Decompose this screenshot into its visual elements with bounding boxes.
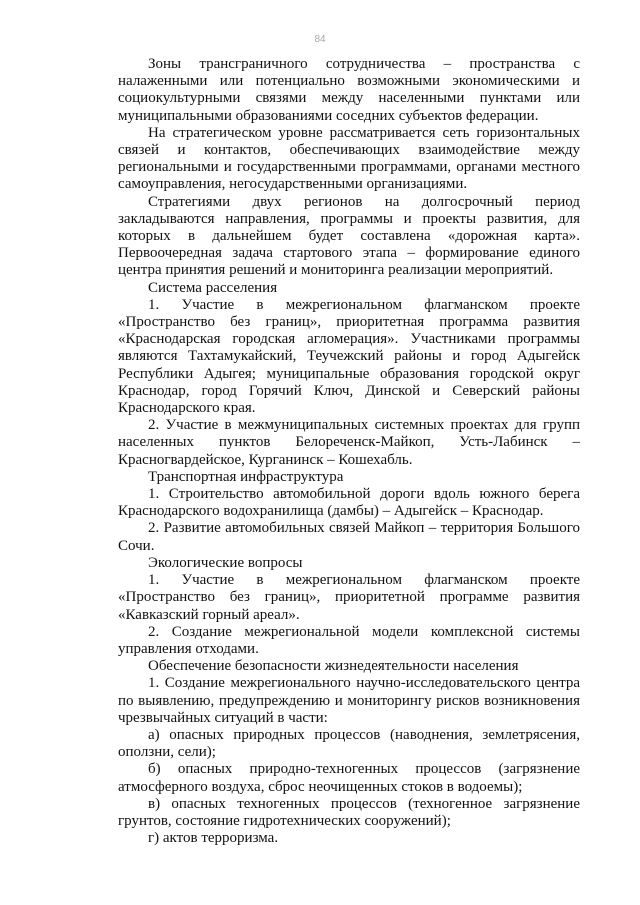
paragraph-strategic-level: На стратегическом уровне рассматривается сеть горизонтальных связей и контактов, обеспечивающих взаимодействие между региональными и государственными программами, органами местного самоуправления, негосударственными организациями. (118, 124, 580, 193)
paragraph-regional-strategies: Стратегиями двух регионов на долгосрочный период закладываются направления, программы и проекты развития, для которых в дальнейшем будет составлена «дорожная карта». Первоочередная задача стартового этапа – формирование единого центра принятия решений и мониторинга реализации мероприятий. (118, 193, 580, 279)
list-item-natural-processes: а) опасных природных процессов (наводнения, землетрясения, оползни, сели); (118, 726, 580, 761)
list-item-technogenic-processes: в) опасных техногенных процессов (техногенное загрязнение грунтов, состояние гидротехнических сооружений); (118, 795, 580, 829)
list-item-natural-technogenic-processes: б) опасных природно-техногенных процессов (загрязнение атмосферного воздуха, сброс неочищенных стоков в водоемы); (118, 761, 580, 795)
heading-settlement-system: Система расселения (148, 279, 278, 296)
paragraph-ecology-item-2: 2. Создание межрегиональной модели комплексной системы управления отходами. (118, 623, 580, 657)
paragraph-settlement-item-2: 2. Участие в межмуниципальных системных проектах для групп населенных пунктов Белореченск-Майкоп, Усть-Лабинск – Красногвардейское, Курганинск – Кошехабль. (118, 417, 580, 468)
paragraph-transport-item-1: 1. Строительство автомобильной дороги вдоль южного берега Краснодарского водохранилища (дамбы) – Адыгейск – Краснодар. (118, 486, 580, 520)
heading-life-safety: Обеспечение безопасности жизнедеятельности населения (148, 658, 519, 675)
paragraph-cross-border-zones: Зоны трансграничного сотрудничества – пространства с налаженными или потенциально возможными экономическими и социокультурными связями между населенными пунктами или муниципальными образованиями соседних субъектов федерации. (118, 56, 580, 124)
heading-ecological-issues: Экологические вопросы (148, 554, 303, 571)
paragraph-ecology-item-1: 1. Участие в межрегиональном флагманском проекте «Пространство без границ», приоритетной программе развития «Кавказский горный ареал». (118, 572, 580, 623)
paragraph-transport-item-2: 2. Развитие автомобильных связей Майкоп – территория Большого Сочи. (118, 520, 580, 554)
list-item-terrorism: г) актов терроризма. (148, 830, 279, 847)
heading-transport-infrastructure: Транспортная инфраструктура (148, 468, 344, 485)
page-number: 84 (314, 34, 326, 45)
document-body (118, 56, 580, 847)
paragraph-safety-item-1: 1. Создание межрегионального научно-исследовательского центра по выявлению, предупреждению и мониторингу рисков возникновения чрезвычайных ситуаций в части: (118, 675, 580, 726)
paragraph-settlement-item-1: 1. Участие в межрегиональном флагманском проекте «Пространство без границ», приоритетная программа развития «Краснодарская городская агломерация». Участниками программы являются Тахтамукайский, Теучежский районы и город Адыгейск Республики Адыгея; муниципальные образования городской округ Краснодар, город Горячий Ключ, Динской и Северский районы Краснодарского края. (118, 296, 580, 417)
